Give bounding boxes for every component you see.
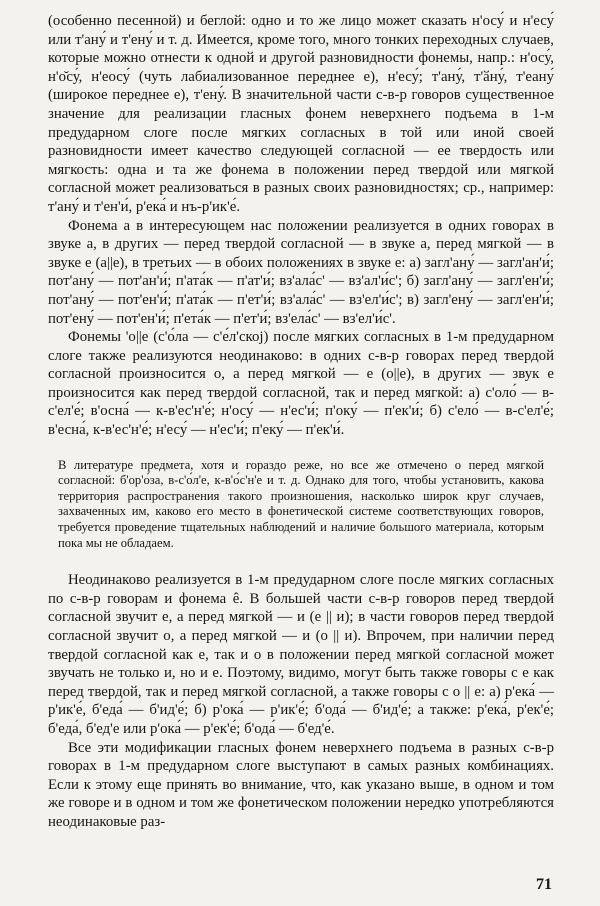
page-number: 71 bbox=[536, 876, 552, 893]
body-text-bottom bbox=[48, 571, 554, 831]
body-text-top bbox=[48, 12, 554, 440]
paragraph-phonemes-o-e: Фонемы 'о||е (с'о́ла — с'е́л'ској) после мягких согласных в 1-м предударном слоге также реализуются неодинаково: в одних с-в-р говорах перед твердой согласной произносится о, а перед мягкой — е (о||е), в других — звук е произносится как перед твердой согласной, так и перед мягкой: а) с'оло́ — в-с'ел'е́; в'осна́ — к-в'ес'н'е́; н'осу́ — н'ес'и́; п'оку́ — п'ек'и́; б) с'ело́ — в-с'ел'е́; в'есна́, к-в'ес'н'е́; н'есу́ — н'ес'и́; п'еку́ — п'ек'и́. bbox=[48, 329, 554, 439]
paragraph-continued: (особенно песенной) и беглой: одно и то же лицо может сказать н'осу́ и н'есу́ или т'ану́ и т'ену́ и т. д. Имеется, кроме того, много тонких переходных случаев, которые можно отнести к одной и другой разновидности фонемы, напр.: н'осу́, н'о̆су́, н'еосу́ (чуть лабиализованное переднее е), н'есу́; т'ану́, т'ӑну́, т'еану́ (широкое переднее е), т'ену́. В значительной части с-в-р говоров существенное значение для реализации гласных фонем неверхнего подъема в 1-м предударном слоге после мягких согласных в той или иной своей разновидности имеет качество следующей согласной — ее твердость или мягкость: одна и та же фонема в положении перед твердой или мягкой согласной может реализоваться в разных своих разновидностях; ср., например: т'ану́ и т'ен'и́, р'ека́ и нъ-р'ик'е́. bbox=[48, 13, 554, 215]
paragraph-phoneme-e: Неодинаково реализуется в 1-м предударном слоге после мягких согласных по с-в-р говорам и фонема ê. В большей части с-в-р говоров перед твердой согласной звучит е, а перед мягкой — и (е || и); в части говоров перед твердой согласной звучит о, а перед мягкой — и (о || и). Впрочем, при наличии перед твердой согласной как е, так и о в положении перед мягкой согласной может звучать не только и, но и е. Поэтому, видимо, могут быть также говоры с е как перед твердой, так и перед мягкой согласной, а также говоры с о || е: а) р'ека́ — р'ик'е́, б'еда́ — б'ид'е́; б) р'ока́ — р'ик'е́; б'ода́ — б'ид'е́; а также: р'ека́, р'ек'е́; б'еда́, б'ед'е или р'ока́ — р'ек'е́; б'ода́ — б'ед'е́. bbox=[48, 572, 554, 737]
paragraph-phoneme-a: Фонема а в интересующем нас положении реализуется в одних говорах в звуке а, в других — перед твердой согласной — в звуке а, перед мягкой — в звуке е (а||е), в третьих — в обоих положениях в звуке е: а) загл'ану́ — загл'ан'и́; пот'ану́ — пот'ан'и́; п'ата́к — п'ат'и́; вз'ала́с' — вз'ал'и́с'; б) загл'ану́ — загл'ен'и́; пот'ану́ — пот'ен'и́; п'ата́к — п'ет'и́; вз'ала́с' — вз'ел'и́с'; в) загл'ену́ — загл'ен'и́; пот'ену́ — пот'ен'и́; п'ета́к — п'ет'и́; вз'ела́с' — вз'ел'и́с'. bbox=[48, 217, 554, 327]
paragraph-modifications: Все эти модификации гласных фонем неверхнего подъема в разных с-в-р говорах в 1-м предударном слоге выступают в самых разных комбинациях. Если к этому еще принять во внимание, что, как указано выше, в одном и том же говоре и в одном и том же фонетическом положении нередко употребляются неодинаковые раз- bbox=[48, 739, 554, 830]
footnote-paragraph: В литературе предмета, хотя и гораздо реже, но все же отмечено о перед мягкой согласной: б'ор'о́за, в-с'о́л'е, к-в'о́с'н'е и т. д. Однако для того, чтобы установить, какова территория распространения такого произношения, насколько широк круг случаев, захваченных им, каково его место в фонетической системе соответствующих говоров, требуется проведение тщательных наблюдений и наличие большого материала, которым пока мы не обладаем. bbox=[58, 457, 544, 550]
